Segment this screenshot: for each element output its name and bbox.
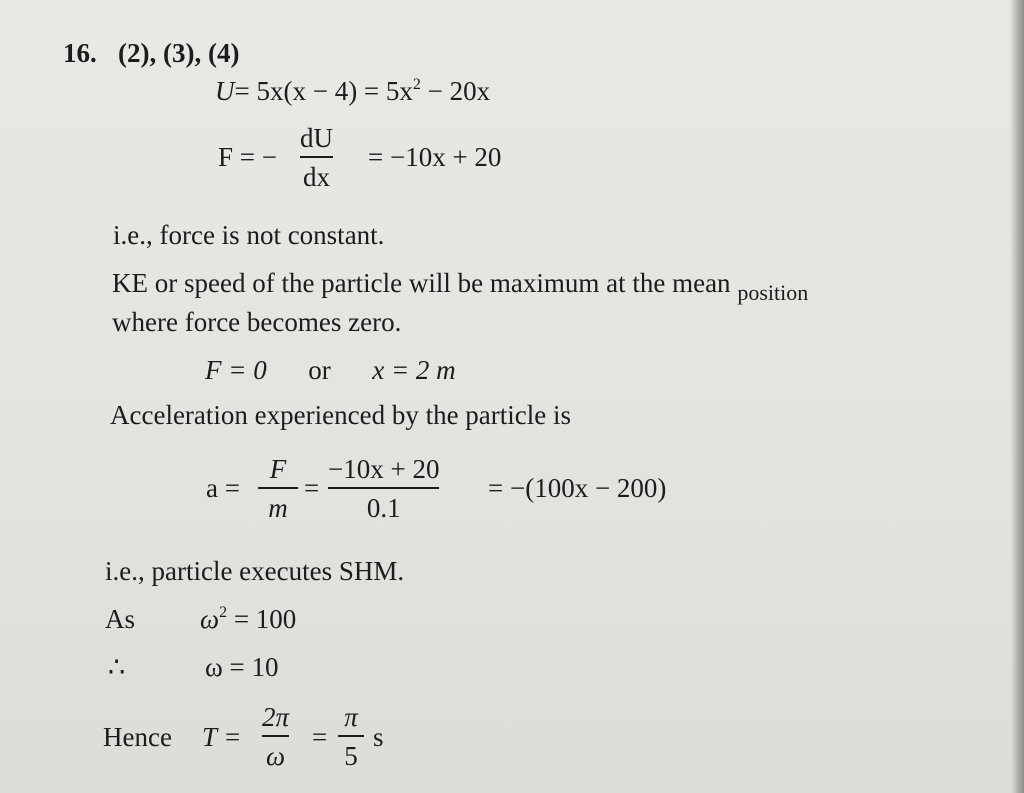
potential-expression: = 5x(x − 4) = 5x: [234, 76, 413, 106]
fraction-bar: [300, 156, 333, 158]
omega-sq-rhs: = 100: [227, 604, 297, 634]
omega-sq-symbol: ω: [200, 604, 220, 634]
period-lhs-text: T =: [202, 722, 242, 752]
omega-sq-exponent: 2: [219, 604, 228, 621]
text-acceleration: Acceleration experienced by the particle is: [110, 400, 572, 430]
equation-omega-squared: [200, 604, 296, 635]
period-equals: =: [312, 722, 328, 752]
equation-potential: [215, 76, 490, 107]
period-lhs: [202, 722, 242, 753]
accel-fraction-2-denominator: 0.1: [366, 493, 401, 523]
text-ke-line-1-end: position: [737, 280, 809, 305]
accel-equals: =: [304, 473, 320, 503]
accel-fraction-2-numerator: −10x + 20: [328, 454, 440, 484]
accel-fraction-f-over-m: [258, 454, 298, 523]
text-ke-line-1-main: KE or speed of the particle will be maximum at the mean: [112, 268, 731, 298]
period-fraction-2-numerator: π: [344, 702, 358, 732]
force-rhs: = −10x + 20: [368, 142, 502, 172]
accel-fraction-numeric: [328, 454, 439, 523]
force-fraction-numerator: dU: [300, 123, 333, 153]
equation-force-zero: [205, 355, 456, 386]
potential-tail: − 20x: [420, 76, 491, 106]
period-fraction-1-numerator: 2π: [262, 702, 290, 732]
period-fraction-pi-over-5: [338, 702, 364, 771]
fraction-bar: [338, 735, 364, 737]
force-zero-or: or: [308, 355, 331, 385]
fraction-bar: [262, 735, 289, 737]
force-derivative-fraction: [300, 123, 333, 192]
text-force-not-constant: i.e., force is not constant.: [113, 220, 385, 250]
period-fraction-1-denominator: ω: [265, 741, 286, 771]
fraction-bar: [328, 487, 439, 489]
equation-omega: ω = 10: [205, 652, 279, 682]
force-zero-right: x = 2 m: [372, 355, 456, 385]
page-edge-shadow: [1010, 0, 1024, 793]
problem-answers: (2), (3), (4): [118, 38, 240, 68]
problem-number: 16.: [63, 38, 97, 68]
period-unit: s: [373, 722, 384, 752]
accel-fraction-1-numerator: F: [269, 454, 287, 484]
accel-lhs: a =: [206, 473, 240, 503]
accel-rhs: = −(100x − 200): [488, 473, 667, 503]
period-label: Hence: [103, 722, 172, 752]
force-zero-left: F = 0: [205, 355, 267, 385]
potential-symbol: U: [215, 76, 235, 106]
text-ke-line-1: [112, 268, 809, 305]
text-ke-line-2: where force becomes zero.: [112, 307, 402, 337]
therefore-symbol: ∴: [108, 652, 126, 682]
fraction-bar: [258, 487, 298, 489]
text-shm: i.e., particle executes SHM.: [105, 556, 405, 586]
potential-exponent: 2: [412, 76, 421, 93]
period-fraction-2pi-over-omega: [262, 702, 289, 771]
force-lhs: F = −: [218, 142, 277, 172]
omega-sq-label: As: [105, 604, 136, 634]
force-fraction-denominator: dx: [303, 162, 330, 192]
accel-fraction-1-denominator: m: [268, 493, 288, 523]
period-fraction-2-denominator: 5: [344, 741, 358, 771]
